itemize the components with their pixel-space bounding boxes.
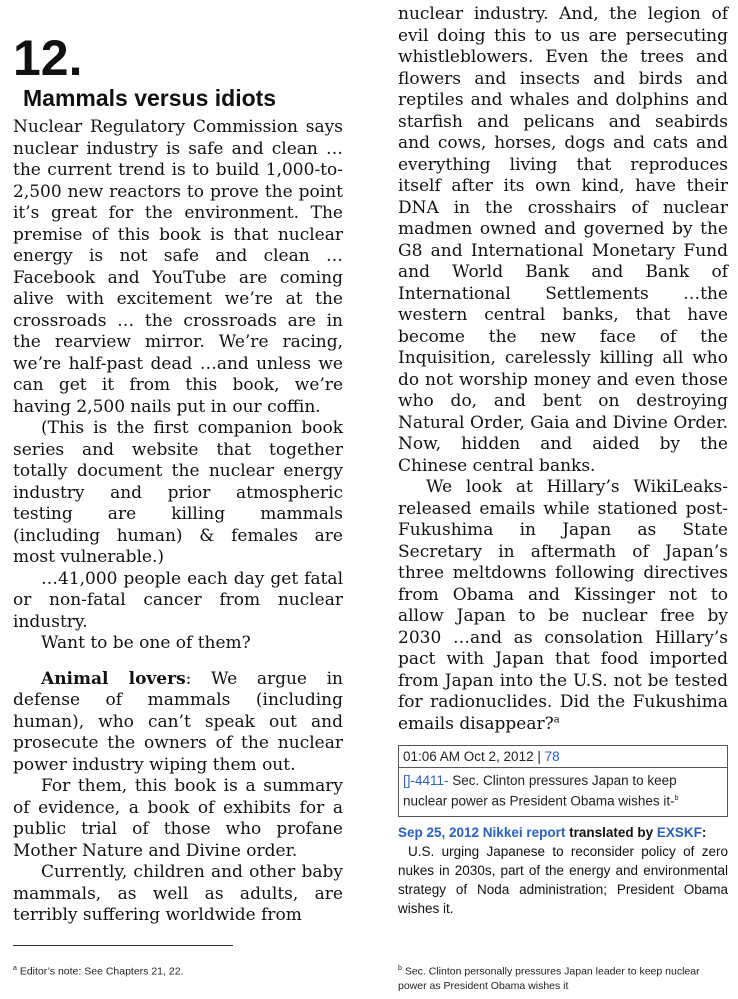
footnote-ref-b[interactable]: b bbox=[674, 795, 679, 802]
tweet-box bbox=[398, 745, 728, 817]
footnote-a-mark: a bbox=[13, 965, 17, 972]
right-body bbox=[398, 4, 728, 735]
tweet-timestamp: 01:06 AM Oct 2, 2012 bbox=[403, 749, 534, 764]
paragraph: For them, this book is a summary of evidence, a book of exhibits for a public trial of those who profane Mother Nature and Divine order. bbox=[13, 776, 343, 861]
footnote-b-text: Sec. Clinton personally pressures Japan leader to keep nuclear power as President Obama wishes it bbox=[398, 965, 700, 992]
report-block bbox=[398, 823, 728, 918]
paragraph-rest: : We argue in defense of mammals (including human), who can’t speak out and prosecute the owners of the nuclear power industry wiping them out. bbox=[13, 668, 343, 775]
paragraph: (This is the first companion book series and website that together totally document the nuclear energy industry and prior atmospheric testing are killing mammals (including human) & females are most vulnerable.) bbox=[13, 418, 343, 567]
report-source-link[interactable]: Sep 25, 2012 Nikkei report bbox=[398, 824, 566, 840]
left-body bbox=[13, 117, 343, 927]
report-colon: : bbox=[701, 824, 707, 840]
footnote-a bbox=[13, 962, 343, 979]
footnote-b bbox=[398, 962, 728, 993]
report-header bbox=[398, 823, 728, 842]
translator-link[interactable]: EXSKF bbox=[656, 824, 702, 840]
paragraph: nuclear industry. And, the legion of evil doing this to us are persecuting whistleblowers. Even the trees and flowers and insects and birds and reptiles and whales and dolphins and starfish and pelicans and seabirds and cows, horses, dogs and cats and everything living that reproduces itself after its own kind, have their DNA in the crosshairs of nuclear madmen owned and governed by the G8 and International Monetary Fund and World Bank and Bank of International Settlements …the western central banks, that have become the new face of the Inquisition, carelessly killing all who do not worship money and even those who do, and bent on destroying Natural Order, Gaia and Divine Order. Now, hidden and aided by the Chinese central banks. bbox=[398, 4, 728, 476]
paragraph-emails bbox=[398, 477, 728, 735]
tweet-text: Sec. Clinton pressures Japan to keep nuclear power as President Obama wishes it- bbox=[403, 773, 677, 809]
paragraph: Currently, children and other baby mammals, as well as adults, are terribly suffering worldwide from bbox=[13, 862, 343, 925]
tweet-header bbox=[399, 746, 727, 768]
right-column bbox=[398, 0, 728, 918]
tweet-separator: | bbox=[537, 749, 541, 764]
paragraph: Nuclear Regulatory Commission says nuclear industry is safe and clean … the current trend is to build 1,000-to-2,500 new reactors to prove the point it’s great for the environment. The premise of this book is that nuclear energy is not safe and clean …Facebook and YouTube are coming alive with excitement we’re at the crossroads … the crossroads are in the rearview mirror. We’re racing, we’re half-past dead …and unless we can get it from this book, we’re having 2,500 nails put in our coffin. bbox=[13, 117, 343, 417]
report-middle: translated by bbox=[565, 824, 657, 840]
bold-lead: Animal lovers bbox=[41, 668, 186, 689]
tweet-body bbox=[399, 768, 727, 816]
report-text: U.S. urging Japanese to reconsider policy of zero nukes in 2030s, part of the energy and environmental strategy of Noda administration; President Obama wishes it. bbox=[398, 843, 728, 916]
tweet-id-link[interactable]: []-4411- bbox=[403, 773, 449, 788]
left-column bbox=[13, 0, 343, 927]
paragraph-text: We look at Hillary’s WikiLeaks-released emails while stationed post-Fukushima in Japan as State Secretary in aftermath of Japan’s three meltdowns following directives from Obama and Kissinger not to allow Japan to be nuclear free by 2030 …and as consolation Hillary’s pact with Japan that food imported from Japan into the U.S. not be tested for radionuclides. Did the Fukushima emails disappear? bbox=[398, 477, 728, 734]
paragraph: …41,000 people each day get fatal or non-fatal cancer from nuclear industry. bbox=[13, 568, 343, 632]
footnote-divider bbox=[13, 945, 233, 946]
footnote-a-text: Editor’s note: See Chapters 21, 22. bbox=[16, 965, 184, 978]
footnote-ref-a[interactable]: a bbox=[553, 713, 560, 725]
chapter-number: 12. bbox=[13, 30, 83, 86]
paragraph: Want to be one of them? bbox=[41, 633, 251, 653]
chapter-title: Mammals versus idiots bbox=[23, 85, 277, 111]
paragraph-animal-lovers bbox=[13, 669, 343, 777]
footnote-b-mark: b bbox=[398, 965, 402, 972]
tweet-count-link[interactable]: 78 bbox=[544, 749, 560, 764]
